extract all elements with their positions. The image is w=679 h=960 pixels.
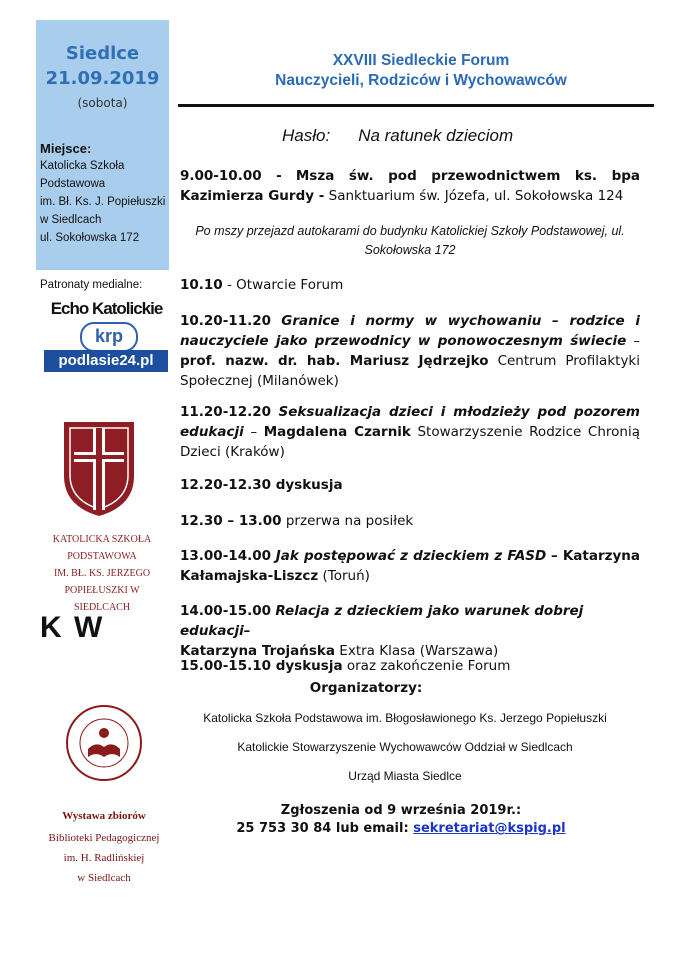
talk-1-org: Centrum Profilaktyki Społecznej (Milanówek) [180,353,641,389]
registration-contact [176,821,626,836]
school-name-line: IM. BŁ. KS. JERZEGO POPIEŁUSZKI W [53,568,151,596]
patronage-label: Patronaty medialne: [40,279,143,291]
organizer-item: Katolickie Stowarzyszenie Wychowawców Oddział w Siedlcach [237,740,573,754]
krp-logo: krp [80,322,138,352]
program-talk-1 [180,311,640,391]
registration-phone: 25 753 30 84 lub email: [236,821,409,836]
program-talk-3 [180,546,640,586]
library-line: Wystawa zbiorów [62,810,146,822]
ksw-logo: K W [40,611,105,644]
registration-email-link[interactable]: sekretariat@kspig.pl [413,821,566,836]
forum-title: XXVIII Siedleckie Forum [332,52,510,69]
opening-time: 10.10 [180,277,223,293]
program-mass [180,166,640,206]
school-shield-icon [60,418,138,518]
motto-label: Hasło: [282,126,331,145]
talk-2-title: Seksualizacja dzieci i młodzieży pod pozorem edukacji [180,404,640,440]
talk-3-org: (Toruń) [322,568,370,584]
program-discussion-2 [180,656,640,676]
motto-text: Na ratunek dzieciom [358,126,514,145]
talk-1-dash: – [633,333,640,349]
place-line: ul. Sokołowska 172 [40,232,140,244]
forum-subtitle: Nauczycieli, Rodziców i Wychowawców [275,72,567,89]
place-line: w Siedlcach [40,214,102,226]
talk-4-title: Relacja z dzieckiem jako warunek dobrej edukacji– [180,603,584,639]
program-talk-2 [180,402,640,462]
library-line: w Siedlcach [77,872,131,884]
transfer-note: Po mszy przejazd autokarami do budynku Katolickiej Szkoły Podstawowej, ul. Sokołowska 172 [195,224,625,257]
place-line: im. Bł. Ks. J. Popiełuszki [40,196,166,208]
mass-time: 9.00-10.00 - [180,168,282,184]
talk-1-title: Granice i normy w wychowaniu – rodzice i nauczyciele jako przewodnicy w ponowoczesnym świecie [180,313,640,349]
place-heading: Miejsce: [40,141,92,156]
talk-4-org: Extra Klasa (Warszawa) [339,643,499,659]
talk-4-speaker: Katarzyna Trojańska [180,643,335,659]
talk-1-time: 10.20-11.20 [180,313,272,329]
mass-place: Sanktuarium św. Józefa, ul. Sokołowska 124 [328,188,624,204]
school-name-line: SIEDLCACH [73,602,131,613]
registration-line: Zgłoszenia od 9 września 2019r.: [280,803,522,818]
closing-text: oraz zakończenie Forum [346,658,511,674]
motto [282,126,513,146]
discussion-2: 15.00-15.10 dyskusja [180,658,343,674]
program-break [180,511,640,531]
talk-2-org: Stowarzyszenie Rodzice Chronią Dzieci (Kraków) [180,424,640,460]
talk-4-time: 14.00-15.00 [180,603,272,619]
event-date: 21.09.2019 [45,68,160,89]
organizer-item: Urząd Miasta Siedlce [348,769,462,783]
program-discussion-1 [180,475,640,495]
program-talk-4 [180,601,640,661]
break-text: przerwa na posiłek [285,513,414,529]
podlasie24-logo: podlasie24.pl [44,350,168,372]
talk-2-speaker: Magdalena Czarnik [263,424,411,440]
place-line: Katolicka Szkoła [40,160,125,172]
mass-title: Msza św. pod przewodnictwem ks. bpa Kazimierza Gurdy - [180,168,641,204]
program-opening [180,275,640,295]
event-day: (sobota) [77,96,128,110]
break-time: 12.30 – 13.00 [180,513,282,529]
library-seal-icon [64,703,144,783]
talk-3-time: 13.00-14.00 [180,548,272,564]
school-name [32,531,172,616]
talk-2-dash: – [250,424,258,440]
place-line: Podstawowa [40,178,106,190]
school-name-line: KATOLICKA SZKOŁA PODSTAWOWA [52,534,152,562]
library-line: im. H. Radlińskiej [63,852,145,864]
organizer-item: Katolicka Szkoła Podstawowa im. Błogosławionego Ks. Jerzego Popiełuszki [203,711,607,725]
talk-3-title: Jak postępować z dzieckiem z FASD [275,548,547,564]
opening-text: - Otwarcie Forum [227,277,344,293]
echo-katolickie-logo: Echo Katolickie [50,299,163,318]
discussion-1: 12.20-12.30 dyskusja [180,477,343,493]
talk-1-speaker: prof. nazw. dr. hab. Mariusz Jędrzejko [180,353,489,369]
event-city: Siedlce [65,43,140,64]
header-divider [178,104,654,107]
library-line: Biblioteki Pedagogicznej [48,832,160,844]
talk-3-speaker: – Katarzyna Kałamajska-Liszcz [180,548,641,584]
talk-2-time: 11.20-12.20 [180,404,272,420]
organizers-heading: Organizatorzy: [309,680,423,696]
